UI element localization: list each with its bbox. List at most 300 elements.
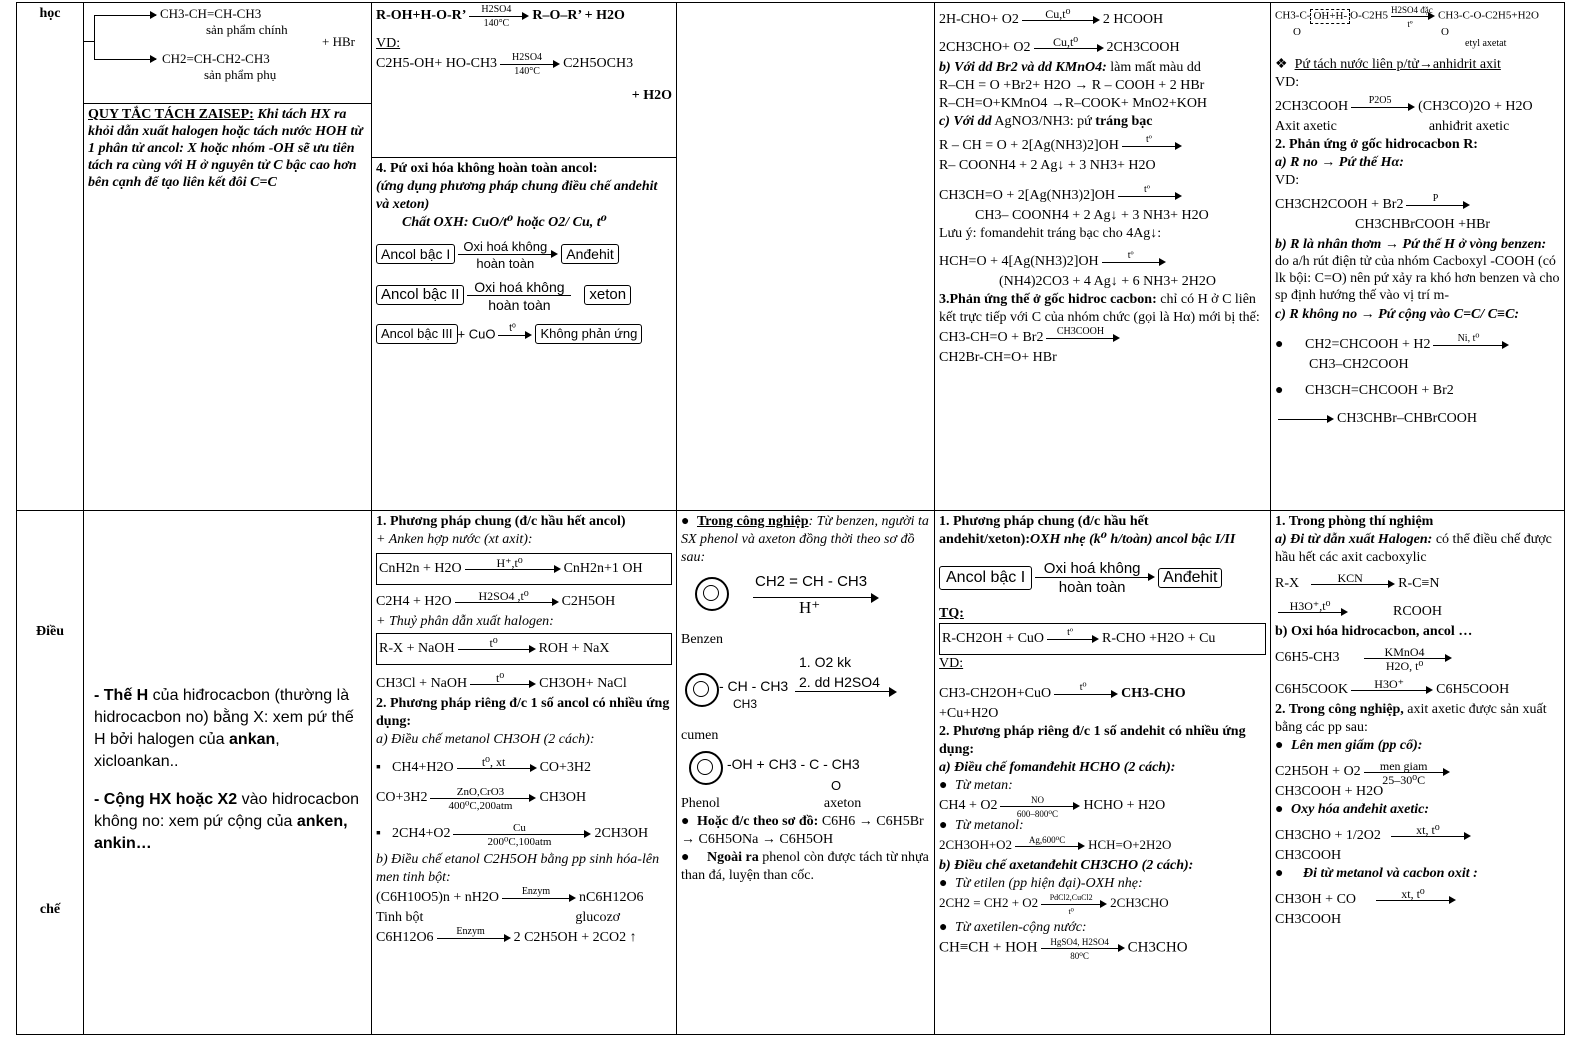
sub-product-formula: CH2=CH-CH2-CH3 (162, 51, 270, 66)
arrow-top: xt, t⁰ (1401, 887, 1425, 901)
ester-dashed-box: OH+H- (1310, 9, 1350, 24)
eq-anhydride (1275, 96, 1560, 118)
reactants: CH4 + O2 (939, 798, 998, 814)
eq-hydration-ethylene (376, 591, 672, 613)
main-product-label: sản phẩm chính (206, 22, 288, 37)
arrow-bottom: 140°C (483, 18, 510, 29)
glucose-label: glucozơ (575, 910, 621, 925)
cell-alcohol-preparation (372, 511, 677, 1035)
bold-text-2: ankan (229, 731, 276, 748)
no-reaction-box: Không phản ứng (535, 324, 642, 344)
reactants: CH4+H2O (392, 760, 454, 776)
arrow-bottom: hoàn toàn (1058, 579, 1126, 596)
eq-acetaldehyde-oxidation (939, 37, 1266, 59)
alternate-route-equation: C6H6 → C6H5Br → C6H5ONa → C6H5OH (681, 814, 924, 847)
cell-acid-preparation (1271, 511, 1565, 1035)
arrow-top: Oxi hoá không (1043, 560, 1141, 577)
phenol-acetone-formula: -OH + CH3 - C - CH3 (727, 756, 860, 772)
from-methanol-label (939, 817, 1266, 835)
arrow (1364, 759, 1450, 787)
arrow-top: t⁰ (1079, 682, 1087, 693)
arrow (1000, 795, 1080, 817)
reactants: CO+3H2 (376, 790, 428, 806)
oxidation-title: 4. Pứ oxi hóa không hoàn toàn ancol: (376, 161, 598, 176)
prep-addition (94, 789, 361, 855)
acetic-anhydride-label: anhiđrit axetic (1428, 119, 1510, 134)
products: CO+3H2 (539, 760, 592, 776)
arrow (502, 887, 576, 909)
arrow-top: PdCl2,CuCl2 (1049, 893, 1093, 902)
products: 2 HCOOH (1102, 12, 1164, 28)
hydrolysis-title: + Thuỷ phân dẫn xuất halogen: (376, 614, 554, 629)
eq-silver-mirror-formaldehyde (939, 251, 1266, 273)
main-product-formula: CH3-CH=CH-CH3 (160, 6, 262, 21)
arrow (1034, 37, 1104, 59)
vd-label: VD: (376, 36, 401, 51)
reactants: 2CH3CHO+ O2 (939, 40, 1031, 56)
ether-reactants: R-OH+H-O-R’ (376, 8, 467, 24)
arrow (457, 757, 537, 779)
ether-arrow (469, 5, 529, 27)
step-1-label: 1. O2 kk (799, 654, 852, 670)
square-bullet-icon: ▪ (376, 826, 381, 842)
arrow-top: Cu,t⁰ (1052, 35, 1079, 49)
arrow-top: t⁰ (489, 636, 498, 650)
arrow-top: H2SO4 (481, 4, 512, 15)
phenol-label: Phenol (681, 796, 720, 811)
eq-hydrogenation-products: CH3–CH2COOH (1309, 357, 1409, 372)
eq-fermentation (376, 927, 672, 949)
reactants: CH3-CH2OH+CuO (939, 686, 1052, 702)
tertiary-alcohol-box: Ancol bậc III (376, 324, 458, 344)
bullet-icon: ● (681, 850, 690, 865)
arrow-top: men giam (1379, 759, 1428, 773)
ethyl-acetate-label: etyl axetat (1465, 38, 1507, 49)
eq-hydrolysis-general (376, 633, 672, 665)
row-properties (17, 3, 1565, 511)
aldehyde-box: Anđehit (561, 244, 618, 264)
arrow-bottom: hoàn toàn (476, 256, 535, 271)
reactants: 2CH4+O2 (392, 826, 451, 842)
reactants: CH3OH + CO (1275, 892, 1357, 908)
arrow-bottom: 600–800⁰C (1016, 809, 1059, 819)
products: CH3OH+ NaCl (539, 676, 627, 692)
square-bullet-icon: ▪ (376, 760, 381, 776)
eq-carbonylation-products: CH3COOH (1275, 912, 1342, 927)
oxidation-title: b) Oxi hóa hidrocacbon, ancol … (1275, 624, 1473, 639)
text: của hiđrocacbon (thường là hidrocacbon no) bằng X: xem pứ thế H bởi halogen của (94, 687, 354, 748)
products: CH3CHBr–CHBrCOOH (1337, 411, 1478, 427)
arrow-bottom: 25–30⁰C (1382, 773, 1426, 787)
from-ethylene-label (939, 875, 1266, 893)
arrow-bottom: t⁰ (1068, 907, 1074, 916)
ester-right: O-C2H5 (1350, 9, 1389, 22)
reactants: C2H4 + H2O (376, 594, 452, 610)
reactants: CH3-CH=O + Br2 (939, 330, 1044, 346)
arrow-bottom: 400⁰C,200atm (448, 800, 513, 812)
eq-carbonylation (1275, 889, 1560, 911)
section-2-title: 2. Phản ứng ở gốc hidrocacbon R: (1275, 137, 1478, 152)
bullet-icon: ● (939, 920, 948, 935)
reactants: 2H-CHO+ O2 (939, 12, 1019, 28)
oxidation-subtitle: (ứng dụng phương pháp chung điều chế andehit và xeton) (376, 179, 658, 212)
extra-sources (681, 849, 930, 885)
summary-table (16, 2, 1565, 1035)
section-3-title: 3.Phản ứng thế ở gốc hidroc cacbon: (939, 292, 1157, 307)
carbonyl-o-left: O (1293, 26, 1301, 38)
arrow (1054, 683, 1118, 705)
anhydride-names (1275, 118, 1560, 136)
eq-formaldehyde-oxidation (939, 9, 1266, 31)
arrow (1406, 194, 1470, 216)
eq-kucherov (939, 937, 1266, 959)
bold-text-2: anken, ankin… (94, 813, 348, 852)
methanol-carbonylation-label (1275, 865, 1560, 883)
arrow (1047, 628, 1099, 650)
phenol-acetone-products (681, 747, 930, 795)
reactants: R-X + NaOH (379, 641, 455, 657)
section-c (939, 113, 1266, 131)
reactants: HCH=O + 4[Ag(NH3)2]OH (939, 254, 1099, 270)
eq-methanol-oxidation (939, 835, 1266, 857)
arrow (1311, 573, 1395, 595)
arrow-top: Ag,600⁰C (1028, 835, 1066, 845)
general-label: TQ: (939, 606, 964, 621)
products: 2CH3COOH (1106, 40, 1180, 56)
vd-label: VD: (1275, 75, 1300, 90)
reactants: CH≡CH + HOH (939, 939, 1038, 956)
arrow-top: HgSO4, H2SO4 (1050, 937, 1109, 947)
arrow (1046, 327, 1120, 349)
hydration-title: + Anken hợp nước (xt axit): (376, 532, 533, 547)
benzene-ring-icon (685, 673, 719, 707)
bullet-icon: ● (939, 876, 948, 891)
eq-nitrile (1275, 573, 1560, 595)
section-c-bold: tráng bạc (1095, 114, 1153, 129)
products: HCH=O+2H2O (1088, 836, 1172, 852)
reactants: CnH2n + H2O (379, 561, 462, 577)
reactants: C6H5COOK (1275, 682, 1349, 698)
vd-label-2: VD: (1275, 173, 1300, 188)
row-label-text: học (39, 6, 61, 21)
arrow (1015, 835, 1085, 857)
from-methanol-text: Từ metanol: (955, 818, 1024, 833)
from-acetylene-label (939, 919, 1266, 937)
from-halide (1275, 531, 1560, 567)
reactants: CH3CHO + 1/2O2 (1275, 828, 1381, 844)
primary-alcohol-box: Ancol bậc I (376, 244, 455, 264)
industrial-text: : Từ benzen, người ta SX phenol và axeton đồng thời theo sơ đồ sau: (681, 514, 929, 565)
ester-left: CH3-C- (1275, 9, 1311, 22)
reactants: C6H5-CH3 (1275, 650, 1340, 666)
eq-vinegar-products: CH3COOH + H2O (1275, 784, 1384, 799)
bullet-icon: ● (1275, 337, 1284, 353)
products: 2CH3OH (594, 826, 649, 842)
products: RCOOH (1393, 604, 1443, 620)
arrow-top: Cu,t⁰ (1045, 7, 1071, 21)
bullet-icon: ● (681, 514, 690, 529)
arrow-top: t⁰, xt (481, 755, 506, 769)
row-preparation (17, 511, 1565, 1035)
arrow-bottom: tº (1407, 19, 1413, 29)
reactants: C6H12O6 (376, 930, 434, 946)
industrial-title (681, 513, 930, 567)
formaldehyde-note: Lưu ý: fomandehit tráng bạc cho 4Ag↓: (939, 226, 1162, 241)
methanol-title: a) Điều chế metanol CH3OH (2 cách): (376, 732, 595, 747)
eq-alpha-halogenation (1275, 194, 1560, 216)
fermentation-label (1275, 737, 1560, 755)
arrow (1041, 937, 1125, 959)
text: vào hidrocacbon không no: xem pứ cộng của (94, 791, 359, 830)
bullet-icon: ● (1275, 866, 1284, 881)
eq-toluene-oxidation (1275, 645, 1560, 673)
cell-aldehyde-preparation (935, 511, 1271, 1035)
section-c-title: c) Với dd (939, 114, 992, 129)
arrow (1351, 679, 1433, 701)
section-3 (939, 291, 1266, 327)
eq-silver-mirror-general (939, 135, 1266, 157)
hbr-label: + HBr (322, 34, 355, 49)
example-reactants: C2H5-OH+ HO-CH3 (376, 56, 498, 72)
arrow-top: tº (1144, 184, 1150, 195)
secondary-alcohol-box: Ancol bậc II (376, 285, 464, 305)
specific-method-title: 2. Phương pháp riêng đ/c 1 số ancol có nhiều ứng dụng: (376, 696, 670, 729)
arrow (1364, 645, 1452, 673)
products: R-C≡N (1398, 576, 1440, 592)
products: C6H5COOH (1436, 682, 1510, 698)
cell-alcohol-properties (372, 3, 677, 511)
arrow-top: CH3COOH (1056, 326, 1105, 337)
eq-silver-mirror-acetaldehyde-products: CH3– COONH4 + 2 Ag↓ + 3 NH3+ H2O (975, 208, 1209, 223)
products: CnH2n+1 OH (563, 561, 643, 577)
section-a-title: a) R no → Pứ thế Hα: (1275, 155, 1404, 170)
scheme-secondary (376, 279, 672, 313)
arrow-top: Oxi hoá không (463, 239, 548, 254)
bullet-icon: ● (1275, 802, 1284, 817)
industrial-title-bold: 2. Trong công nghiệp, (1275, 702, 1404, 717)
example-arrow (500, 53, 560, 75)
acetic-acid-label: Axit axetic (1275, 119, 1337, 134)
products: 2CH3CHO (1110, 894, 1169, 910)
industrial-text: axit axetic được sản xuất bằng các pp sau: (1275, 702, 1547, 735)
arrow-top: KMnO4 (1384, 645, 1425, 659)
row-label-hoc (17, 3, 84, 511)
arrow-bottom: hoàn toàn (488, 297, 551, 313)
anhydride-title-text: Pứ tách nước liên p/tử→anhidrit axit (1294, 57, 1501, 72)
eq-nitrile-hydrolysis (1275, 601, 1560, 623)
scheme-primary (376, 240, 672, 270)
starch-names (376, 909, 672, 927)
from-ethylene-text: Từ etilen (pp hiện đại)-OXH nhẹ: (955, 876, 1143, 891)
ether-products: R–O–R’ + H2O (532, 8, 625, 24)
arrow (1433, 334, 1509, 356)
section-b (939, 59, 1266, 77)
arrow (1041, 893, 1107, 915)
cell-phenol-preparation (677, 511, 935, 1035)
products: ROH + NaX (538, 641, 610, 657)
industrial-title-bold: Trong công nghiệp (697, 514, 809, 529)
section-c-title: c) R không no → Pứ cộng vào C=C/ C≡C: (1275, 307, 1520, 322)
from-halide-title: a) Đi từ dẫn xuất Halogen: (1275, 532, 1433, 547)
arrow-top: H2SO4 (512, 52, 543, 63)
arrow (1122, 135, 1182, 157)
eq-hydrogenation (1275, 334, 1560, 356)
oxidation-arrow (458, 240, 558, 270)
from-acetylene-text: Từ axetilen-cộng nước: (955, 920, 1087, 935)
arrow-top: tº (1067, 627, 1073, 638)
general-method-italic: OXH nhẹ (k⁰ h/toàn) ancol bậc I/II (1030, 532, 1236, 547)
propene-label: CH2 = CH - CH3 (755, 573, 868, 590)
general-method-title: 1. Phương pháp chung (đ/c hầu hết ancol) (376, 514, 626, 529)
benzene-label: Benzen (681, 632, 723, 647)
general-method-title: 1. Phương pháp chung (đ/c hầu hết andehit/xeton): (939, 514, 1149, 547)
reactants: CH3CH=CHCOOH + Br2 (1305, 383, 1454, 398)
rule-title: QUY TẮC TÁCH ZAISEP: (88, 107, 254, 122)
eq-methane-oxidation (939, 795, 1266, 817)
tertiary-arrow (498, 324, 532, 346)
prep-substitution (94, 685, 361, 773)
acetaldehyde-oxidation-label (1275, 801, 1560, 819)
benzene-ring-icon (689, 751, 723, 785)
arrow-top: H3O⁺ (1374, 677, 1404, 691)
row-label-dieu-che (17, 511, 84, 1035)
arrow (465, 558, 561, 580)
starch-label: Tinh bột (376, 910, 424, 925)
carbonyl-o-right: O (1440, 26, 1449, 38)
arrow (1278, 408, 1334, 430)
cumene-step (681, 651, 930, 727)
reactants: R-X (1275, 576, 1300, 592)
partial-oxidation-section (372, 157, 676, 348)
eq-acetaldehyde-oxidation-products: CH3COOH (1275, 848, 1342, 863)
ether-equation (376, 5, 672, 27)
aldehyde-box: Anđehit (1158, 568, 1222, 588)
products: nC6H12O6 (579, 890, 644, 906)
section-c-text: AgNO3/NH3: pứ (991, 114, 1096, 129)
arrow-top: t⁰ (496, 671, 505, 685)
cumene-methyl: CH3 (733, 697, 758, 711)
example-water: + H2O (631, 88, 672, 103)
arrow (1391, 5, 1435, 27)
cuo-label: + CuO (457, 326, 496, 342)
eq-ethanol-oxidation-byproducts: +Cu+H2O (939, 706, 999, 721)
acetaldehyde-title: b) Điều chế axetanđehit CH3CHO (2 cách): (939, 858, 1194, 873)
products: CH3CHO (1127, 939, 1188, 956)
specific-method-title: 2. Phương pháp riêng đ/c 1 số andehit có nhiều ứng dụng: (939, 724, 1246, 757)
zaitsev-rule (84, 103, 371, 193)
bold-text: - Thế H (94, 687, 149, 704)
bullet-icon: ● (939, 778, 948, 793)
text-end: , xicloankan.. (94, 731, 280, 770)
eq-acetaldehyde-oxidation (1275, 825, 1560, 847)
oxidizing-agent: Chất OXH: CuO/t⁰ hoặc O2/ Cu, t⁰ (402, 215, 607, 230)
reactants: C2H5OH + O2 (1275, 764, 1361, 780)
ethanol-title: b) Điều chế etanol C2H5OH bằng pp sinh hóa-lên men tinh bột: (376, 852, 660, 885)
arrow-top: ZnO,CrO3 (456, 786, 505, 798)
bullet-icon: ● (1275, 383, 1284, 398)
h-plus-label: H⁺ (799, 598, 821, 617)
products: C2H5OH (561, 594, 616, 610)
arrow (1102, 251, 1166, 273)
acetone-label: axeton (823, 796, 862, 811)
lab-title: 1. Trong phòng thí nghiệm (1275, 514, 1434, 529)
step-2-label: 2. dd H2SO4 (799, 674, 880, 690)
oxidation-arrow (1035, 561, 1155, 595)
products: HCHO + H2O (1083, 798, 1166, 814)
arrow (430, 786, 536, 812)
reactants: R-CH2OH + CuO (942, 631, 1045, 647)
eq-bromination (1275, 382, 1560, 400)
arrow-top: Oxi hoá không (474, 279, 565, 295)
arrow (458, 638, 536, 660)
section-b-text: do a/h rút điện tử của nhóm Cacboxyl -COOH (có lk bội: C=O) nên pứ xảy ra khó hơn benzen và cho sp định hướng thế vào vị trí m- (1275, 254, 1560, 303)
arrow-top: tº (1145, 134, 1152, 145)
products: 2 C2H5OH + 2CO2 ↑ (513, 930, 637, 946)
eq-alpha-bromination (939, 327, 1266, 349)
arrow-top: t⁰ (509, 323, 516, 334)
eq-bromination-products (1275, 408, 1560, 430)
eq-hydrolysis-ch3cl (376, 673, 672, 695)
reactants: 2CH3COOH (1275, 99, 1349, 115)
acetone-oxygen: O (831, 778, 842, 793)
bold-text: - Cộng HX hoặc X2 (94, 791, 238, 808)
arrow-top: Enzym (521, 886, 551, 897)
eq-ethanol-oxidation (939, 683, 1266, 705)
cumene-label: cumen (681, 728, 719, 743)
eq-br2: R–CH = O +Br2+ H2O → R – COOH + 2 HBr (939, 78, 1205, 93)
alternate-route (681, 813, 930, 849)
arrow-top: H2SO4 ,t⁰ (478, 589, 529, 603)
eq-wacker (939, 893, 1266, 915)
eq-general-oxidation (939, 623, 1266, 655)
rule-text: Khi tách HX ra khỏi dẫn xuất halogen hoặc tách nước HOH từ 1 phân tử ancol: X hoặc nhóm -OH sẽ ưu tiên tách ra cùng với H ở nguyên tử C bậc cao hơn bên cạnh để tạo liên kết đôi C=C (88, 107, 363, 190)
arrow (437, 927, 511, 949)
section-3-text: chỉ có H ở C liên kết trực tiếp với C của nhóm chức (gọi là Hα) mới bị thế: (939, 292, 1260, 325)
arrow-top: NO (1030, 795, 1044, 805)
arrow-bottom: 140°C (514, 66, 540, 77)
methanol-carbonylation-text: Đi từ metanol và cacbon oxit : (1303, 866, 1478, 881)
from-methane-label (939, 777, 1266, 795)
products: (CH3CO)2O + H2O (1418, 99, 1533, 115)
arrow (470, 673, 536, 695)
products: CH3OH (539, 790, 587, 806)
scheme-tertiary (376, 324, 672, 346)
section-b-title: b) Với dd Br2 và dd KMnO4: (939, 60, 1107, 75)
arrow-top: xt, t⁰ (1416, 823, 1440, 837)
reactants: (C6H10O5)n + nH2O (376, 890, 499, 906)
cell-phenol-properties-empty (677, 3, 935, 511)
arrow-bottom: 80⁰C (1070, 951, 1089, 961)
diamond-icon: ❖ (1275, 57, 1295, 72)
arrow (1376, 889, 1456, 911)
arrow (1022, 9, 1100, 31)
eq-silver-mirror-formaldehyde-products: (NH4)2CO3 + 4 Ag↓ + 6 NH3+ 2H2O (999, 274, 1216, 289)
arrow (455, 591, 559, 613)
arrow-top: Ni, t⁰ (1457, 333, 1480, 344)
from-halide-text: có thể điều chế được hầu hết các axit cacboxylic (1275, 532, 1552, 565)
esterification (1275, 5, 1560, 27)
ether-section (372, 3, 676, 157)
eq-methanol-3 (376, 822, 672, 848)
oxidation-arrow-2 (467, 279, 577, 313)
general-method (939, 513, 1266, 549)
sub-product-label: sản phẩm phụ (204, 67, 277, 82)
eq-hydration-general (376, 553, 672, 585)
eq-silver-mirror-acetaldehyde (939, 185, 1266, 207)
benzene-propene-step (681, 571, 930, 631)
reactants: CH2=CHCOOH + H2 (1305, 337, 1431, 353)
formaldehyde-title: a) Điều chế fomanđehit HCHO (2 cách): (939, 760, 1176, 775)
